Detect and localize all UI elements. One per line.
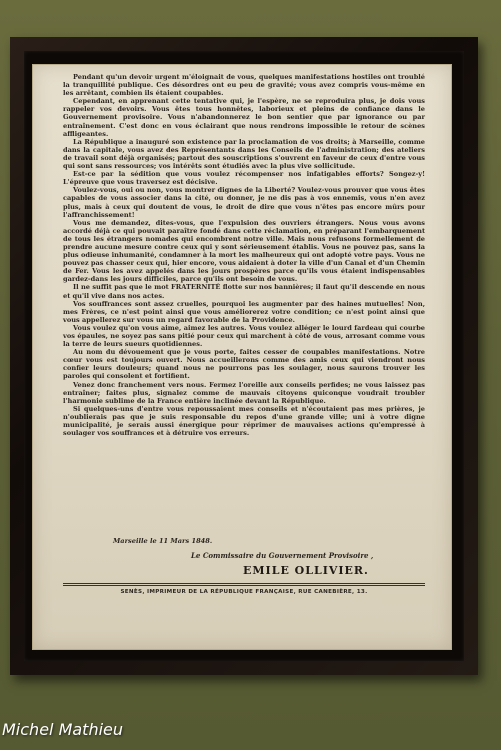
paragraph: Pendant qu'un devoir urgent m'éloignait de vous, quelques manifestations hostiles ont troublé la tranquillité publique. Ces désordres ont eu peu de gravité; vous avez compris vous-même en les arrêtant, combien ils étaient coupables. bbox=[63, 73, 425, 98]
paragraph: Si quelques-uns d'entre vous repoussaient mes conseils et n'écoutaient pas mes prières, je n'oublierais pas que je suis responsable du repos d'une grande ville; uni à votre digne municipalité, je serais aussi énergique pour réprimer de mauvaises actions qu'empressé à soulager vos souffrances et à détruire vos erreurs. bbox=[63, 404, 425, 438]
proclamation-body bbox=[63, 73, 425, 437]
commissaire-title: Le Commissaire du Gouvernement Provisoire , bbox=[191, 551, 374, 560]
printer-imprint: SENÈS, IMPRIMEUR DE LA RÉPUBLIQUE FRANÇAISE, RUE CANEBIÈRE, 13. bbox=[120, 589, 368, 595]
paragraph: Voulez-vous, oui ou non, vous montrer dignes de la Liberté? Voulez-vous prouver que vous êtes capables de vous associer dans la cité, ou donner, je ne dis pas à vos ennemis, vous n'en avez plus, mais à ceux qui doutent de vous, le droit de dire que vous n'êtes pas encore mûrs pour l'affranchissement! bbox=[63, 186, 425, 219]
date-line: Marseille le 11 Mars 1848. bbox=[113, 537, 213, 545]
paragraph: Au nom du dévouement que je vous porte, faites cesser de coupables manifestations. Notre cœur vous est toujours ouvert. Nous accueillerons comme des amis ceux qui viendront nous confier leurs douleurs; quand nous ne pourrons pas les soulager, nous saurons trouver les paroles qui consolent et fortifient. bbox=[63, 348, 425, 381]
photo-credit-watermark: Michel Mathieu bbox=[2, 720, 124, 739]
signature-name: EMILE OLLIVIER. bbox=[243, 564, 369, 577]
paragraph: Venez donc franchement vers nous. Fermez l'oreille aux conseils perfides; ne vous laissez pas entraîner; faites plus, signalez comme de mauvais citoyens quiconque voudrait troubler l'harmonie sublime de la France entière inclinée devant la République. bbox=[63, 380, 425, 405]
paragraph: Est-ce par la sédition que vous voulez récompenser nos infatigables efforts? Songez-y! L'épreuve que vous traversez est décisive. bbox=[63, 170, 425, 187]
divider-rule bbox=[63, 583, 425, 584]
paragraph: La République a inauguré son existence par la proclamation de vos droits; à Marseille, comme dans la capitale, vous avez des Représentants dans les Conseils de l'administration; des ateliers de travail sont déjà organisés; partout des souscriptions s'ouvrent en faveur de ceux d'entre vous qui sont sans ressources; vos intérêts sont étudiés avec la plus vive sollicitude. bbox=[63, 137, 425, 171]
paragraph: Vous voulez qu'on vous aime, aimez les autres. Vous voulez alléger le lourd fardeau qui courbe vos épaules, ne soyez pas sans pitié pour ceux qui marchent à côté de vous, arrosant comme vous la terre de leurs sueurs quotidiennes. bbox=[63, 323, 425, 349]
paragraph: Vos souffrances sont assez cruelles, pourquoi les augmenter par des haines mutuelles! Non, mes Frères, ce n'est point ainsi que vous améliorerez votre condition; ce n'est point ainsi que vous appellerez sur vous un regard favorable de la Providence. bbox=[63, 299, 425, 324]
proclamation-poster bbox=[32, 64, 452, 650]
paragraph: Cependant, en apprenant cette tentative qui, je l'espère, ne se reproduira plus, je dois vous rappeler vos devoirs. Vous êtes tous honnêtes, laborieux et pleins de confiance dans le Gouvernement provisoire. Vous n'abandonnerez le bon sentier que par ignorance ou par entraînement. C'est donc en vous éclairant que nous rendrons impossible le retour de scènes affligeantes. bbox=[63, 97, 425, 138]
paragraph: Vous me demandez, dites-vous, que l'expulsion des ouvriers étrangers. Nous vous avons accordé déjà ce qui pouvait paraître fondé dans cette réclamation, en préparant l'embarquement de tous les étrangers nomades qui encombrent notre ville. Mais nous refusons formellement de prendre aucune mesure contre ceux qui y sont sérieusement établis. Vous ne pouvez pas, sans la plus odieuse inhumanité, condamner à la mort les malheureux qui ont adopté votre pays. Vous ne pouvez pas chasser ceux qui, hier encore, vous aidaient à doter la ville d'un Canal et d'un Chemin de Fer. Vous les avez appelés dans les jours prospères parce qu'ils vous étaient indispensables gardez-dans les jours difficiles, parce qu'ils ont besoin de vous. bbox=[63, 218, 425, 284]
divider-rule bbox=[63, 585, 425, 586]
paragraph: Il ne suffit pas que le mot FRATERNITÉ flotte sur nos bannières; il faut qu'il descende en nous et qu'il vive dans nos actes. bbox=[63, 283, 425, 300]
